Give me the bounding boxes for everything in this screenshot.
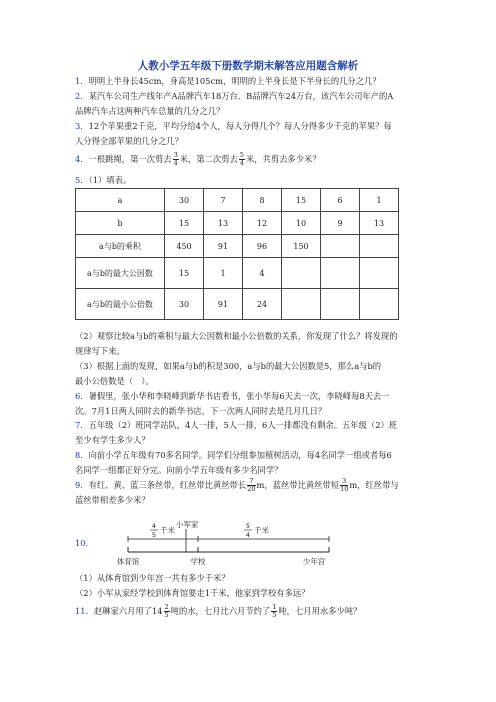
table-cell: 6	[321, 189, 360, 212]
table-cell	[282, 258, 321, 289]
question-text: 暑假里，张小华和李晓峰到新华书店看书，张小华每6天去一次，李晓峰每8天去一	[88, 391, 390, 401]
fraction	[173, 152, 179, 167]
question-number: 6．	[75, 391, 89, 401]
question-text-cont: 至少有学生多少人？	[75, 434, 150, 445]
question-text-cont: 次。7月1日两人同时去的新华书店，下一次两人同时去是几月几日？	[75, 405, 327, 416]
question-text: m，蓝丝带比黄丝带短	[256, 480, 340, 490]
home-label: 小军家	[176, 520, 199, 529]
question-7	[75, 418, 435, 447]
question-text: 吨的水，七月比六月节约了	[170, 606, 271, 616]
table-cell: 8	[243, 189, 282, 212]
question-8	[75, 448, 435, 477]
table-cell: 30	[165, 289, 204, 320]
question-text-cont: 品牌汽车占这两种汽车总量的几分之几？	[75, 105, 225, 116]
fraction	[247, 478, 255, 493]
question-9	[75, 478, 435, 508]
question-text-cont: 最小公倍数是（ ）。	[75, 375, 154, 386]
question-text: 向前小学五年级有70多名同学。同学们分组参加植树活动，每4名同学一组或者每6	[88, 450, 392, 460]
table-cell: 13	[204, 212, 243, 235]
question-number: 9．	[75, 480, 89, 490]
table-cell: 15	[165, 212, 204, 235]
row-header: a与b的乘积	[76, 235, 165, 258]
question-5-part-3	[75, 359, 435, 388]
table-row	[76, 212, 399, 235]
distance-diagram	[114, 519, 344, 567]
question-text-cont: 规律写下来。	[75, 345, 125, 356]
school-label: 学校	[190, 557, 206, 566]
question-text-cont: 人分得全部苹果的几分之几？	[75, 135, 183, 146]
fraction	[271, 604, 277, 619]
question-number: 2．	[75, 91, 89, 101]
table-row	[76, 235, 399, 258]
table-cell: 30	[165, 189, 204, 212]
question-text: （1）填表。	[88, 175, 132, 185]
numerator: 2	[164, 603, 169, 611]
question-6	[75, 389, 435, 418]
denominator: 10	[340, 485, 349, 493]
denominator: 5	[164, 611, 169, 619]
numerator: 1	[272, 603, 277, 611]
table-cell: 1	[360, 189, 399, 212]
question-text: （3）根据上面的发现，如果a与b的积是300，a与b的最大公因数是5，那么a与b的	[75, 361, 382, 371]
table-cell: 12	[243, 212, 282, 235]
table-cell	[321, 258, 360, 289]
numerator: 7	[247, 478, 255, 486]
fraction	[164, 604, 170, 619]
numerator: 3	[340, 478, 348, 486]
numerator: 3	[173, 151, 178, 159]
question-text: （1）从体育馆到少年宫一共有多少千米？	[75, 573, 230, 583]
left-fraction-denominator: 5	[151, 531, 157, 539]
table-cell: 96	[243, 235, 282, 258]
question-3	[75, 119, 435, 148]
question-11	[75, 604, 435, 619]
table-cell: 24	[243, 289, 282, 320]
gym-label: 体育馆	[116, 557, 140, 566]
question-text: 米，共剪去多少米？	[245, 154, 321, 164]
question-number: 3．	[75, 121, 89, 131]
question-text: 赵琳家六月用了	[93, 606, 152, 616]
question-number: 1．	[75, 76, 89, 86]
palace-label: 少年宫	[302, 557, 326, 566]
page-title: 人教小学五年级下册数学期末解答应用题含解析	[137, 60, 359, 72]
question-4	[75, 152, 435, 167]
table-cell: 10	[282, 212, 321, 235]
table-cell	[321, 235, 360, 258]
question-text-cont: 名同学一组都正好分完。向前小学五年级有多少名同学？	[75, 464, 283, 475]
table-row	[76, 258, 399, 289]
question-number: 4．	[75, 154, 89, 164]
question-text: 一根跳绳，第一次剪去	[88, 154, 172, 164]
question-text: （2）小军从家经学校到体育馆要走1千米，他家到学校有多远？	[75, 588, 310, 598]
question-2	[75, 89, 435, 118]
question-text: 吨，七月用水多少吨？	[278, 606, 362, 616]
table-cell: 15	[282, 189, 321, 212]
denominator: 20	[247, 485, 256, 493]
question-text: 12个苹果重2千克，平均分给4个人，每人分得几个？每人分得多少千克的苹果？每	[88, 121, 392, 131]
question-1	[75, 74, 435, 89]
table-cell: 150	[282, 235, 321, 258]
question-number: 5．	[75, 175, 89, 185]
table-cell	[360, 258, 399, 289]
fill-in-table	[75, 188, 399, 320]
row-header: b	[76, 212, 165, 235]
mixed-whole: 14	[151, 606, 163, 616]
question-number: 11．	[75, 606, 94, 616]
table-cell: 9	[321, 212, 360, 235]
question-text: 五年级（2）班同学站队，4人一排，5人一排，6人一排都没有剩余。五年级（2）班	[88, 420, 398, 430]
row-header: a与b的最大公因数	[76, 258, 165, 289]
question-text: 有红、黄、蓝三条丝带，红丝带比黄丝带长	[88, 480, 247, 490]
question-text: 米，第二次剪去	[179, 154, 238, 164]
table-cell: 91	[204, 235, 243, 258]
table-cell: 7	[204, 189, 243, 212]
table-row	[76, 289, 399, 320]
right-fraction-denominator: 4	[245, 531, 251, 539]
table-cell	[321, 289, 360, 320]
table-cell: 450	[165, 235, 204, 258]
denominator: 5	[272, 611, 277, 619]
row-header: a	[76, 189, 165, 212]
table-cell	[360, 289, 399, 320]
question-text: 某汽车公司生产线年产A品牌汽车18万台、B品牌汽车24万台，该汽车公司年产的A	[88, 91, 394, 101]
right-unit: 千米	[254, 526, 269, 535]
fraction	[239, 152, 245, 167]
numerator: 5	[239, 151, 244, 159]
question-number: 10．	[75, 538, 94, 548]
fraction	[340, 478, 348, 493]
question-5	[75, 173, 435, 188]
table-cell: 15	[165, 258, 204, 289]
table-cell	[360, 235, 399, 258]
question-10-part-2	[75, 586, 435, 601]
question-text: m，红丝带与	[349, 480, 399, 490]
denominator: 4	[173, 159, 178, 167]
denominator: 4	[239, 159, 244, 167]
question-text: （2）观察比较a与b的乘积与最大公因数和最小公倍数的关系，你发现了什么？将发现的	[75, 331, 398, 341]
question-5-part-2	[75, 329, 435, 358]
row-header: a与b的最小公倍数	[76, 289, 165, 320]
question-text: 明明上半身长45cm，身高是105cm，明明的上半身长是下半身长的几分之几？	[88, 76, 381, 86]
question-10-part-1	[75, 571, 435, 586]
question-number: 7．	[75, 420, 89, 430]
table-cell: 4	[243, 258, 282, 289]
table-cell: 91	[204, 289, 243, 320]
table-cell: 13	[360, 212, 399, 235]
question-text-cont: 蓝丝带相差多少米？	[75, 495, 150, 505]
left-unit: 千米	[160, 526, 175, 535]
table-cell: 1	[204, 258, 243, 289]
right-fraction-numerator: 5	[245, 522, 251, 530]
table-row	[76, 189, 399, 212]
table-cell	[282, 289, 321, 320]
question-number: 8．	[75, 450, 89, 460]
left-fraction-numerator: 4	[151, 522, 157, 530]
